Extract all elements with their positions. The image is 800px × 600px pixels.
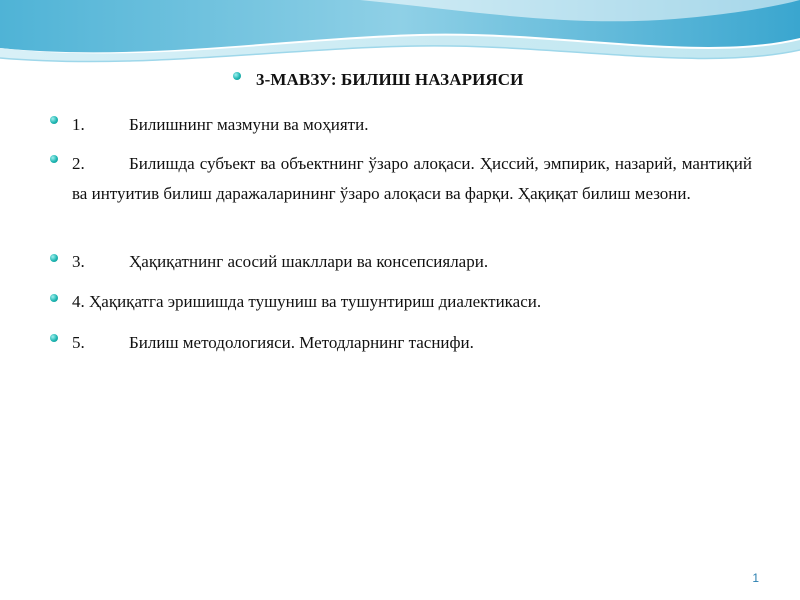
bullet-icon: [233, 72, 241, 80]
item-text: Билиш методологияси. Методларнинг таснифи.: [129, 333, 474, 352]
bullet-icon: [50, 116, 58, 124]
list-item-5: [72, 328, 752, 358]
list-item-1: [72, 110, 752, 140]
item-text: Билишда субъект ва объектнинг ўзаро алоқаси. Ҳиссий, эмпирик, назарий, мантиқий ва интуитив билиш даражаларининг ўзаро алоқаси ва фарқи. Ҳақиқат билиш мезони.: [72, 154, 752, 203]
item-number: 1.: [72, 115, 85, 134]
list-item-4: [72, 287, 752, 317]
page-number: 1: [752, 571, 759, 585]
list-item-2: [72, 149, 752, 209]
item-number: 3.: [72, 252, 85, 271]
item-text: Билишнинг мазмуни ва моҳияти.: [129, 115, 369, 134]
bullet-icon: [50, 334, 58, 342]
item-number: 2.: [72, 154, 85, 173]
bullet-icon: [50, 294, 58, 302]
item-text: 4. Ҳақиқатга эришишда тушуниш ва тушунтириш диалектикаси.: [72, 292, 542, 311]
item-text: Ҳақиқатнинг асосий шакллари ва консепсиялари.: [129, 252, 489, 271]
bullet-icon: [50, 254, 58, 262]
list-item-3: [72, 247, 752, 277]
bullet-icon: [50, 155, 58, 163]
item-number: 5.: [72, 333, 85, 352]
slide-title: 3-МАВЗУ: БИЛИШ НАЗАРИЯСИ: [256, 70, 524, 89]
